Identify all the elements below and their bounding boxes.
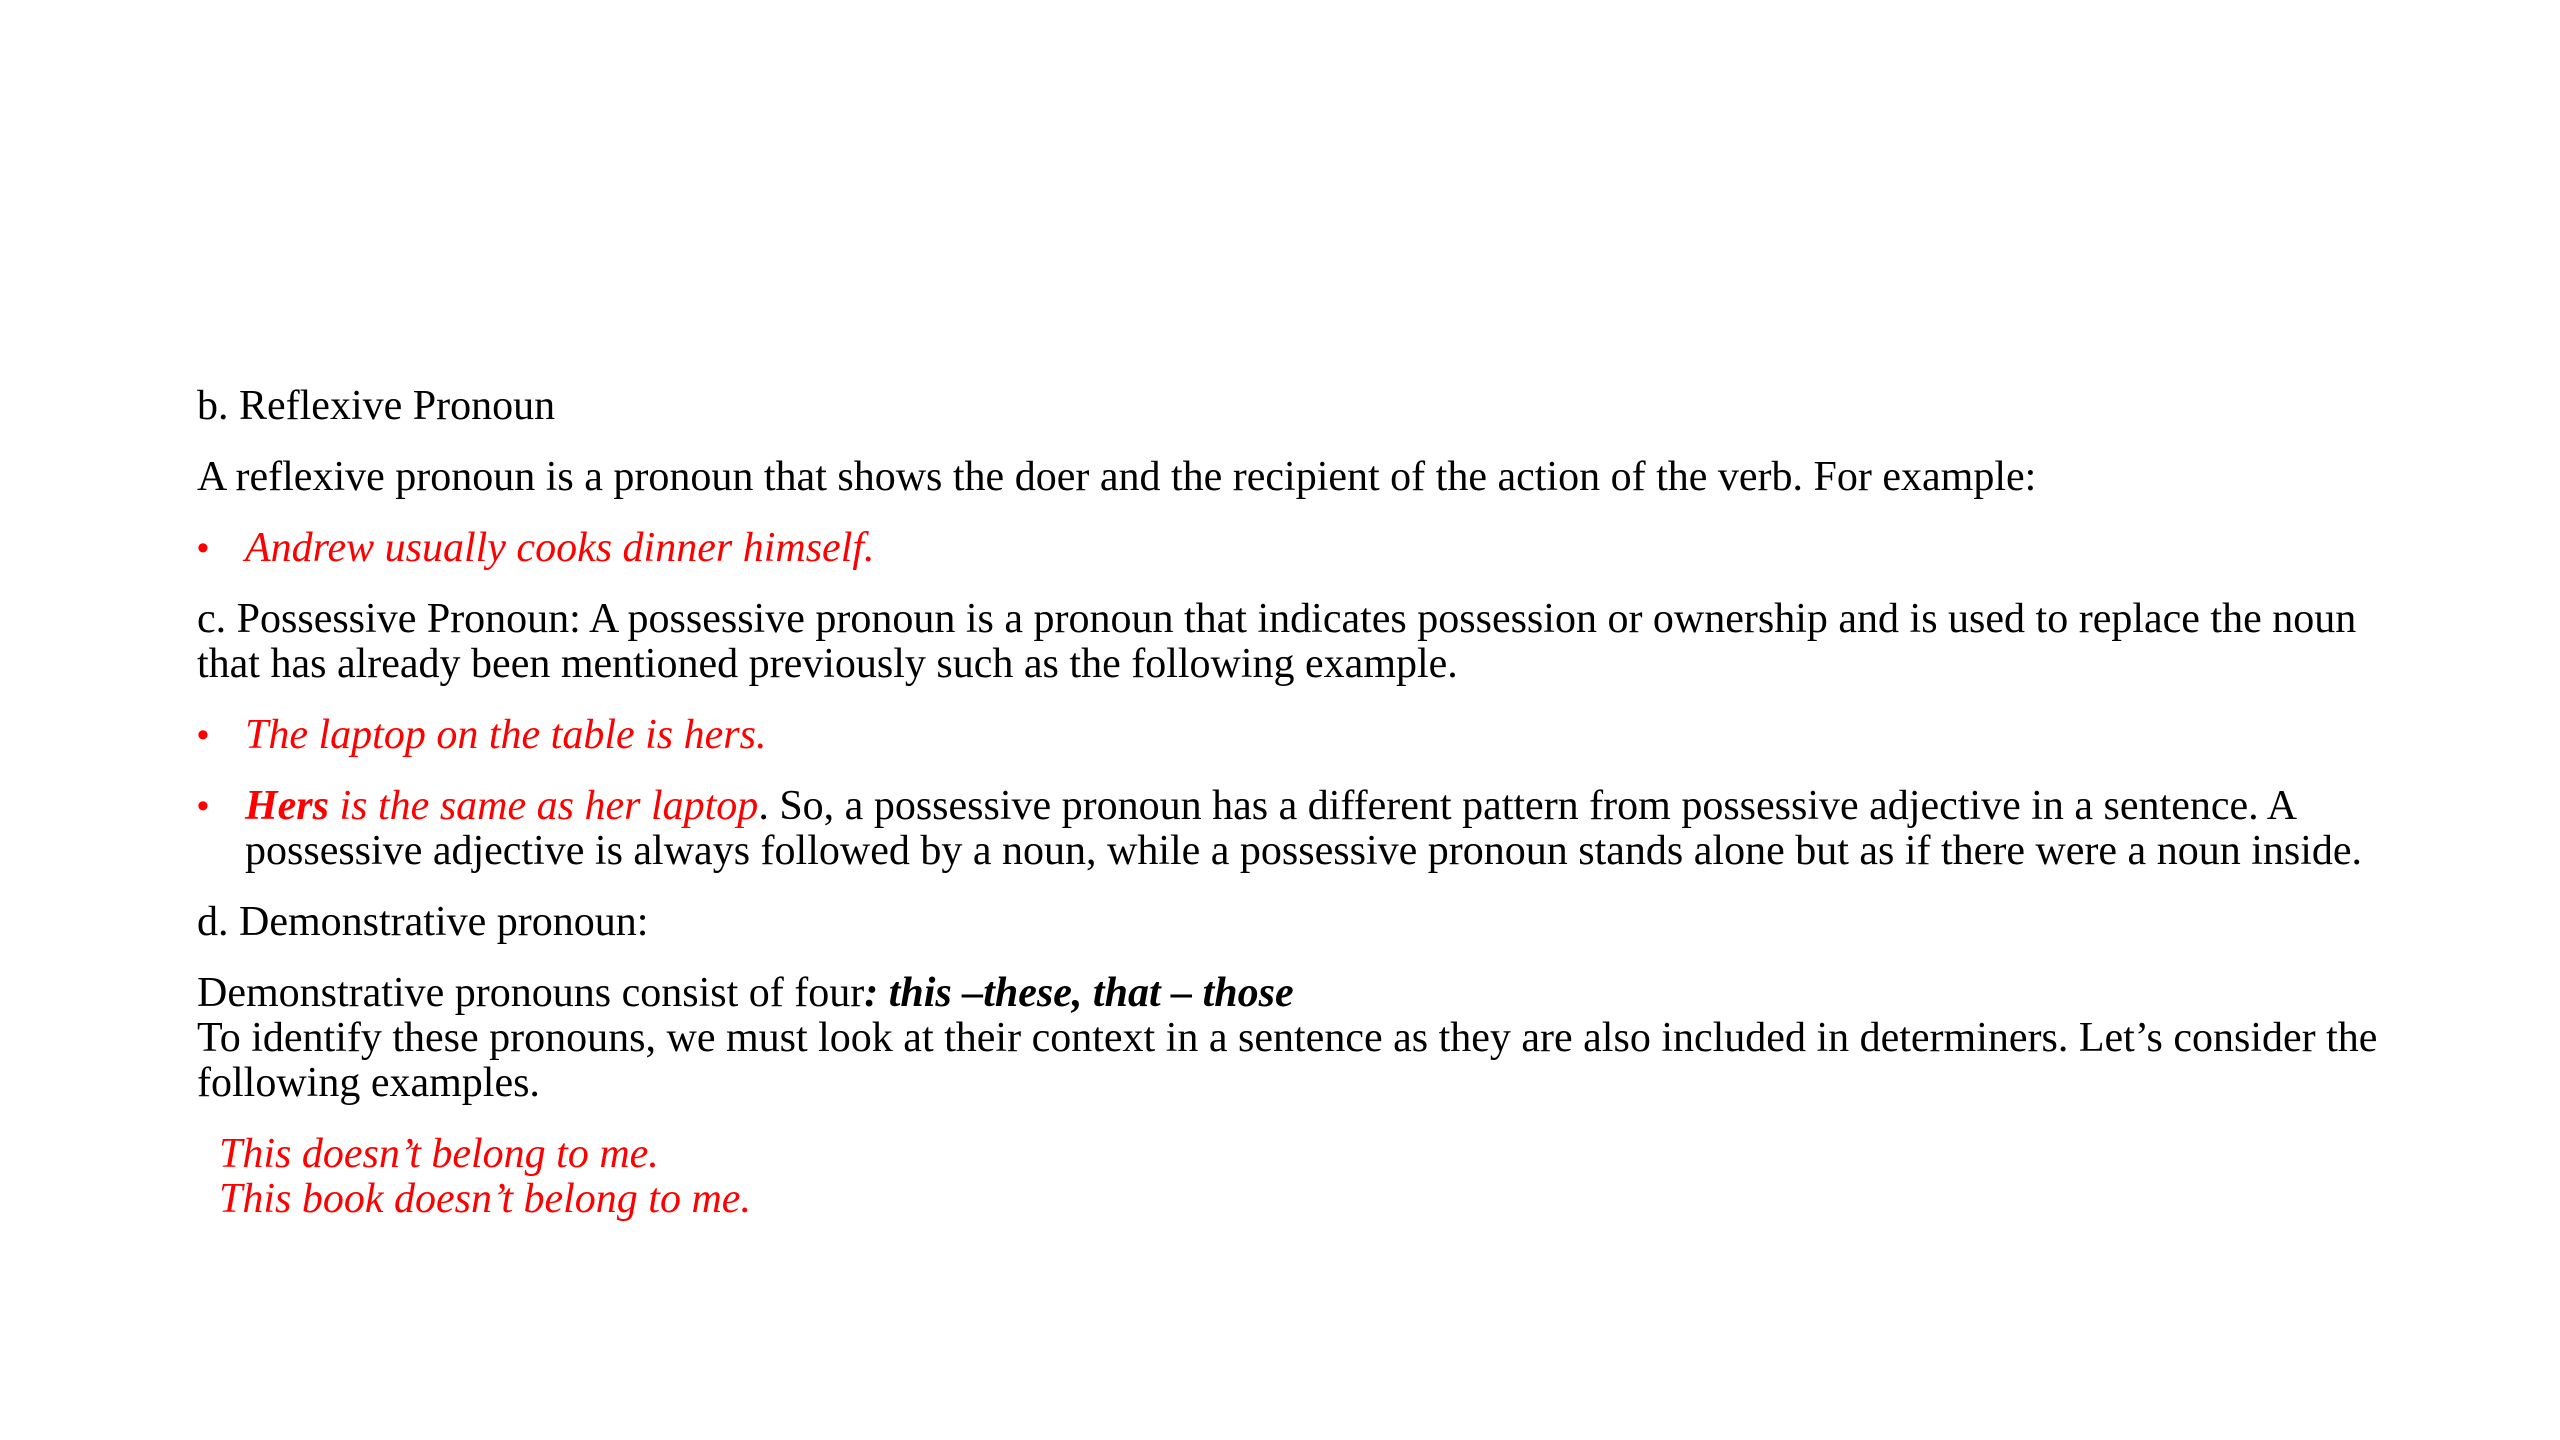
possessive-example-1: The laptop on the table is hers. bbox=[245, 712, 767, 758]
demonstrative-paragraph bbox=[197, 971, 2417, 1106]
reflexive-example: Andrew usually cooks dinner himself. bbox=[245, 525, 875, 571]
possessive-example-item-1 bbox=[197, 713, 2417, 758]
demonstrative-examples bbox=[197, 1132, 2417, 1222]
bullet-dot-icon: • bbox=[197, 716, 209, 754]
demonstrative-intro-bold: : this –these, that – those bbox=[864, 970, 1294, 1016]
possessive-definition: c. Possessive Pronoun: A possessive pronoun is a pronoun that indicates possession or ownership and is used to replace the noun that has already been mentioned previously such as the following example. bbox=[197, 596, 2357, 687]
possessive-example-2-rest: . So, a possessive pronoun has a different pattern from possessive adjective in a sentence. A possessive adjective is always followed by a noun, while a possessive pronoun stands alone but as if there were a noun inside. bbox=[245, 783, 2363, 874]
demonstrative-example-2: This book doesn’t belong to me. bbox=[219, 1176, 751, 1222]
possessive-example-item-2 bbox=[197, 784, 2417, 874]
demonstrative-example-1: This doesn’t belong to me. bbox=[219, 1131, 659, 1177]
demonstrative-intro-plain: Demonstrative pronouns consist of four bbox=[197, 970, 865, 1016]
bullet-dot-icon: • bbox=[197, 529, 209, 567]
reflexive-heading: b. Reflexive Pronoun bbox=[197, 383, 556, 429]
bullet-dot-icon: • bbox=[197, 787, 209, 825]
possessive-example-2-italic: is the same as her laptop bbox=[329, 783, 759, 829]
slide-content bbox=[197, 384, 2417, 1222]
demonstrative-heading: d. Demonstrative pronoun: bbox=[197, 899, 649, 945]
possessive-example-2-bold: Hers bbox=[245, 783, 329, 829]
demonstrative-explanation: To identify these pronouns, we must look at their context in a sentence as they are also included in determiners. Let’s consider the following examples. bbox=[197, 1015, 2378, 1106]
reflexive-definition: A reflexive pronoun is a pronoun that shows the doer and the recipient of the action of the verb. For example: bbox=[197, 454, 2037, 500]
reflexive-example-item bbox=[197, 526, 2417, 571]
